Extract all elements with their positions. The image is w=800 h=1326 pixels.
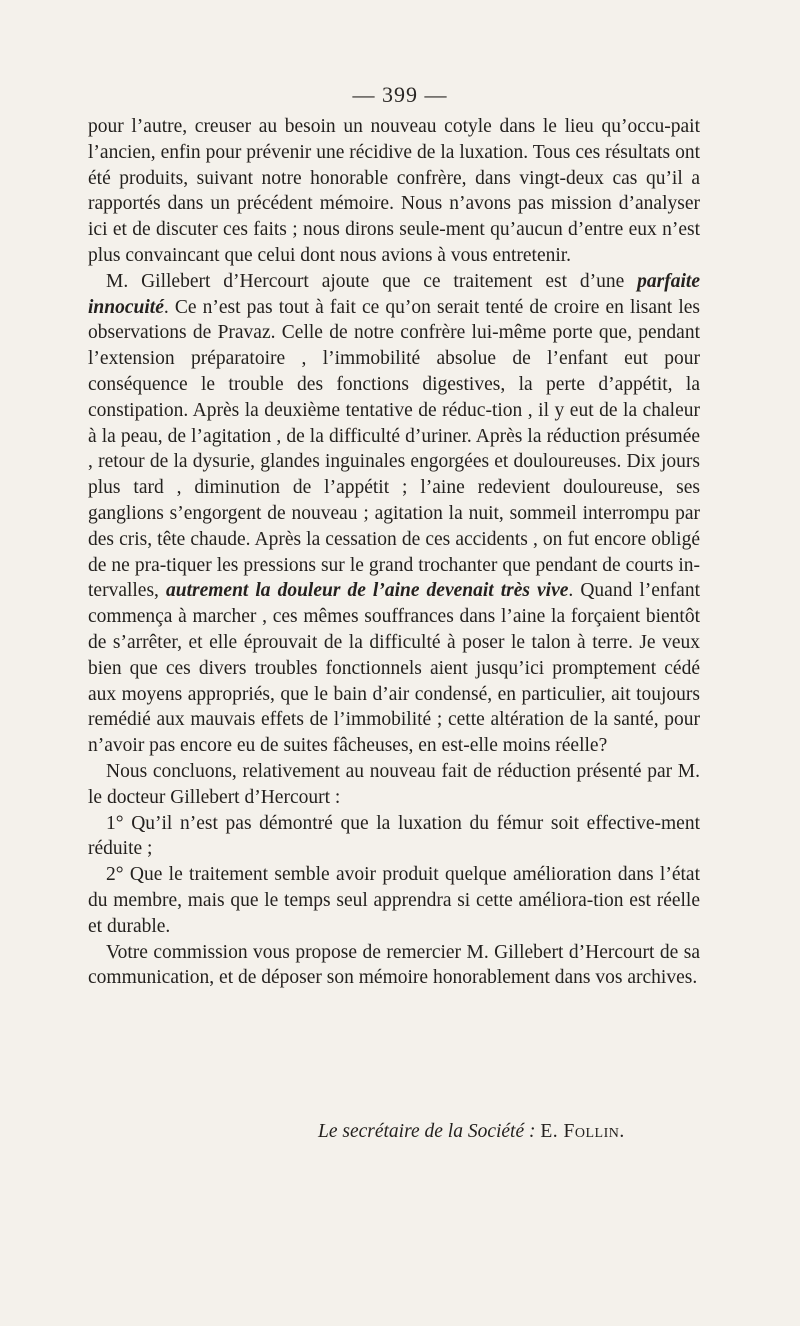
paragraph-text: M. Gillebert d’Hercourt ajoute que ce traitement est d’une (106, 270, 638, 292)
paragraph (88, 759, 700, 811)
paragraph (88, 114, 700, 269)
paragraph-text: pour l’autre, creuser au besoin un nouveau cotyle dans le lieu qu’occu-pait l’ancien, enfin pour prévenir une récidive de la luxation. Tous ces résultats ont été produits, suivant notre honorable confrère, dans vingt-deux cas qu’il a rapportés dans un précédent mémoire. Nous n’avons pas mission d’analyser ici et de discuter ces faits ; nous dirons seule-ment qu’aucun d’entre eux n’est plus convaincant que celui dont nous avions à vous entretenir. (88, 116, 700, 266)
paragraph-text: Votre commission vous propose de remercier M. Gillebert d’Hercourt de sa communication, et de déposer son mémoire honorablement dans vos archives. (88, 941, 700, 989)
paragraph-text: 1° Qu’il n’est pas démontré que la luxation du fémur soit effective-ment réduite ; (88, 812, 700, 860)
signature (318, 1121, 625, 1143)
paragraph-text: . Quand l’enfant commença à marcher , ces mêmes souffrances dans l’aine la forçaient bientôt de s’arrêter, et elle éprouvait de la difficulté à poser le talon à terre. Je veux bien que ces divers troubles fonctionnels aient jusqu’ici promptement cédé aux moyens appropriés, que le bain d’air condensé, en particulier, ait toujours remédié aux mauvais effets de l’immobilité ; cette altération de la santé, pour n’avoir pas encore eu de suites fâcheuses, en est-elle moins réelle? (88, 580, 701, 757)
paragraph (88, 269, 700, 759)
paragraph (88, 862, 700, 939)
paragraph-text: 2° Que le traitement semble avoir produit quelque amélioration dans l’état du membre, mais que le temps seul apprendra si cette améliora-tion est réelle et durable. (88, 864, 700, 937)
page-number: — 399 — (352, 82, 448, 107)
emphasis-text: parfaite innocuité (88, 270, 700, 318)
emphasis-text: autrement la douleur de l’aine devenait très vive (165, 580, 569, 602)
paragraph (88, 940, 700, 992)
signature-name: E. Follin. (540, 1121, 625, 1142)
paragraph-text: . Ce n’est pas tout à fait ce qu’on serait tenté de croire en lisant les observations de Pravaz. Celle de notre confrère lui-même porte que, pendant l’extension préparatoire , l’immobilité absolue de l’enfant eut pour conséquence le trouble des fonctions digestives, la perte d’appétit, la constipation. Après la deuxième tentative de réduc-tion , il y eut de la chaleur à la peau, de l’agitation , de la difficulté d’uriner. Après la réduction présumée , retour de la dysurie, glandes inguinales engorgées et douloureuses. Dix jours plus tard , diminution de l’appétit ; l’aine redevient douloureuse, ses ganglions s’engorgent de nouveau ; agitation la nuit, sommeil interrompu par des cris, tête chaude. Après la cessation de ces accidents , on fut encore obligé de ne pra-tiquer les pressions sur le grand trochanter que pendant de courts in-tervalles, (88, 296, 700, 602)
body-text (88, 114, 700, 991)
signature-role: Le secrétaire de la Société : (318, 1121, 536, 1142)
paragraph (88, 811, 700, 863)
paragraph-text: Nous concluons, relativement au nouveau fait de réduction présenté par M. le docteur Gillebert d’Hercourt : (88, 760, 700, 808)
